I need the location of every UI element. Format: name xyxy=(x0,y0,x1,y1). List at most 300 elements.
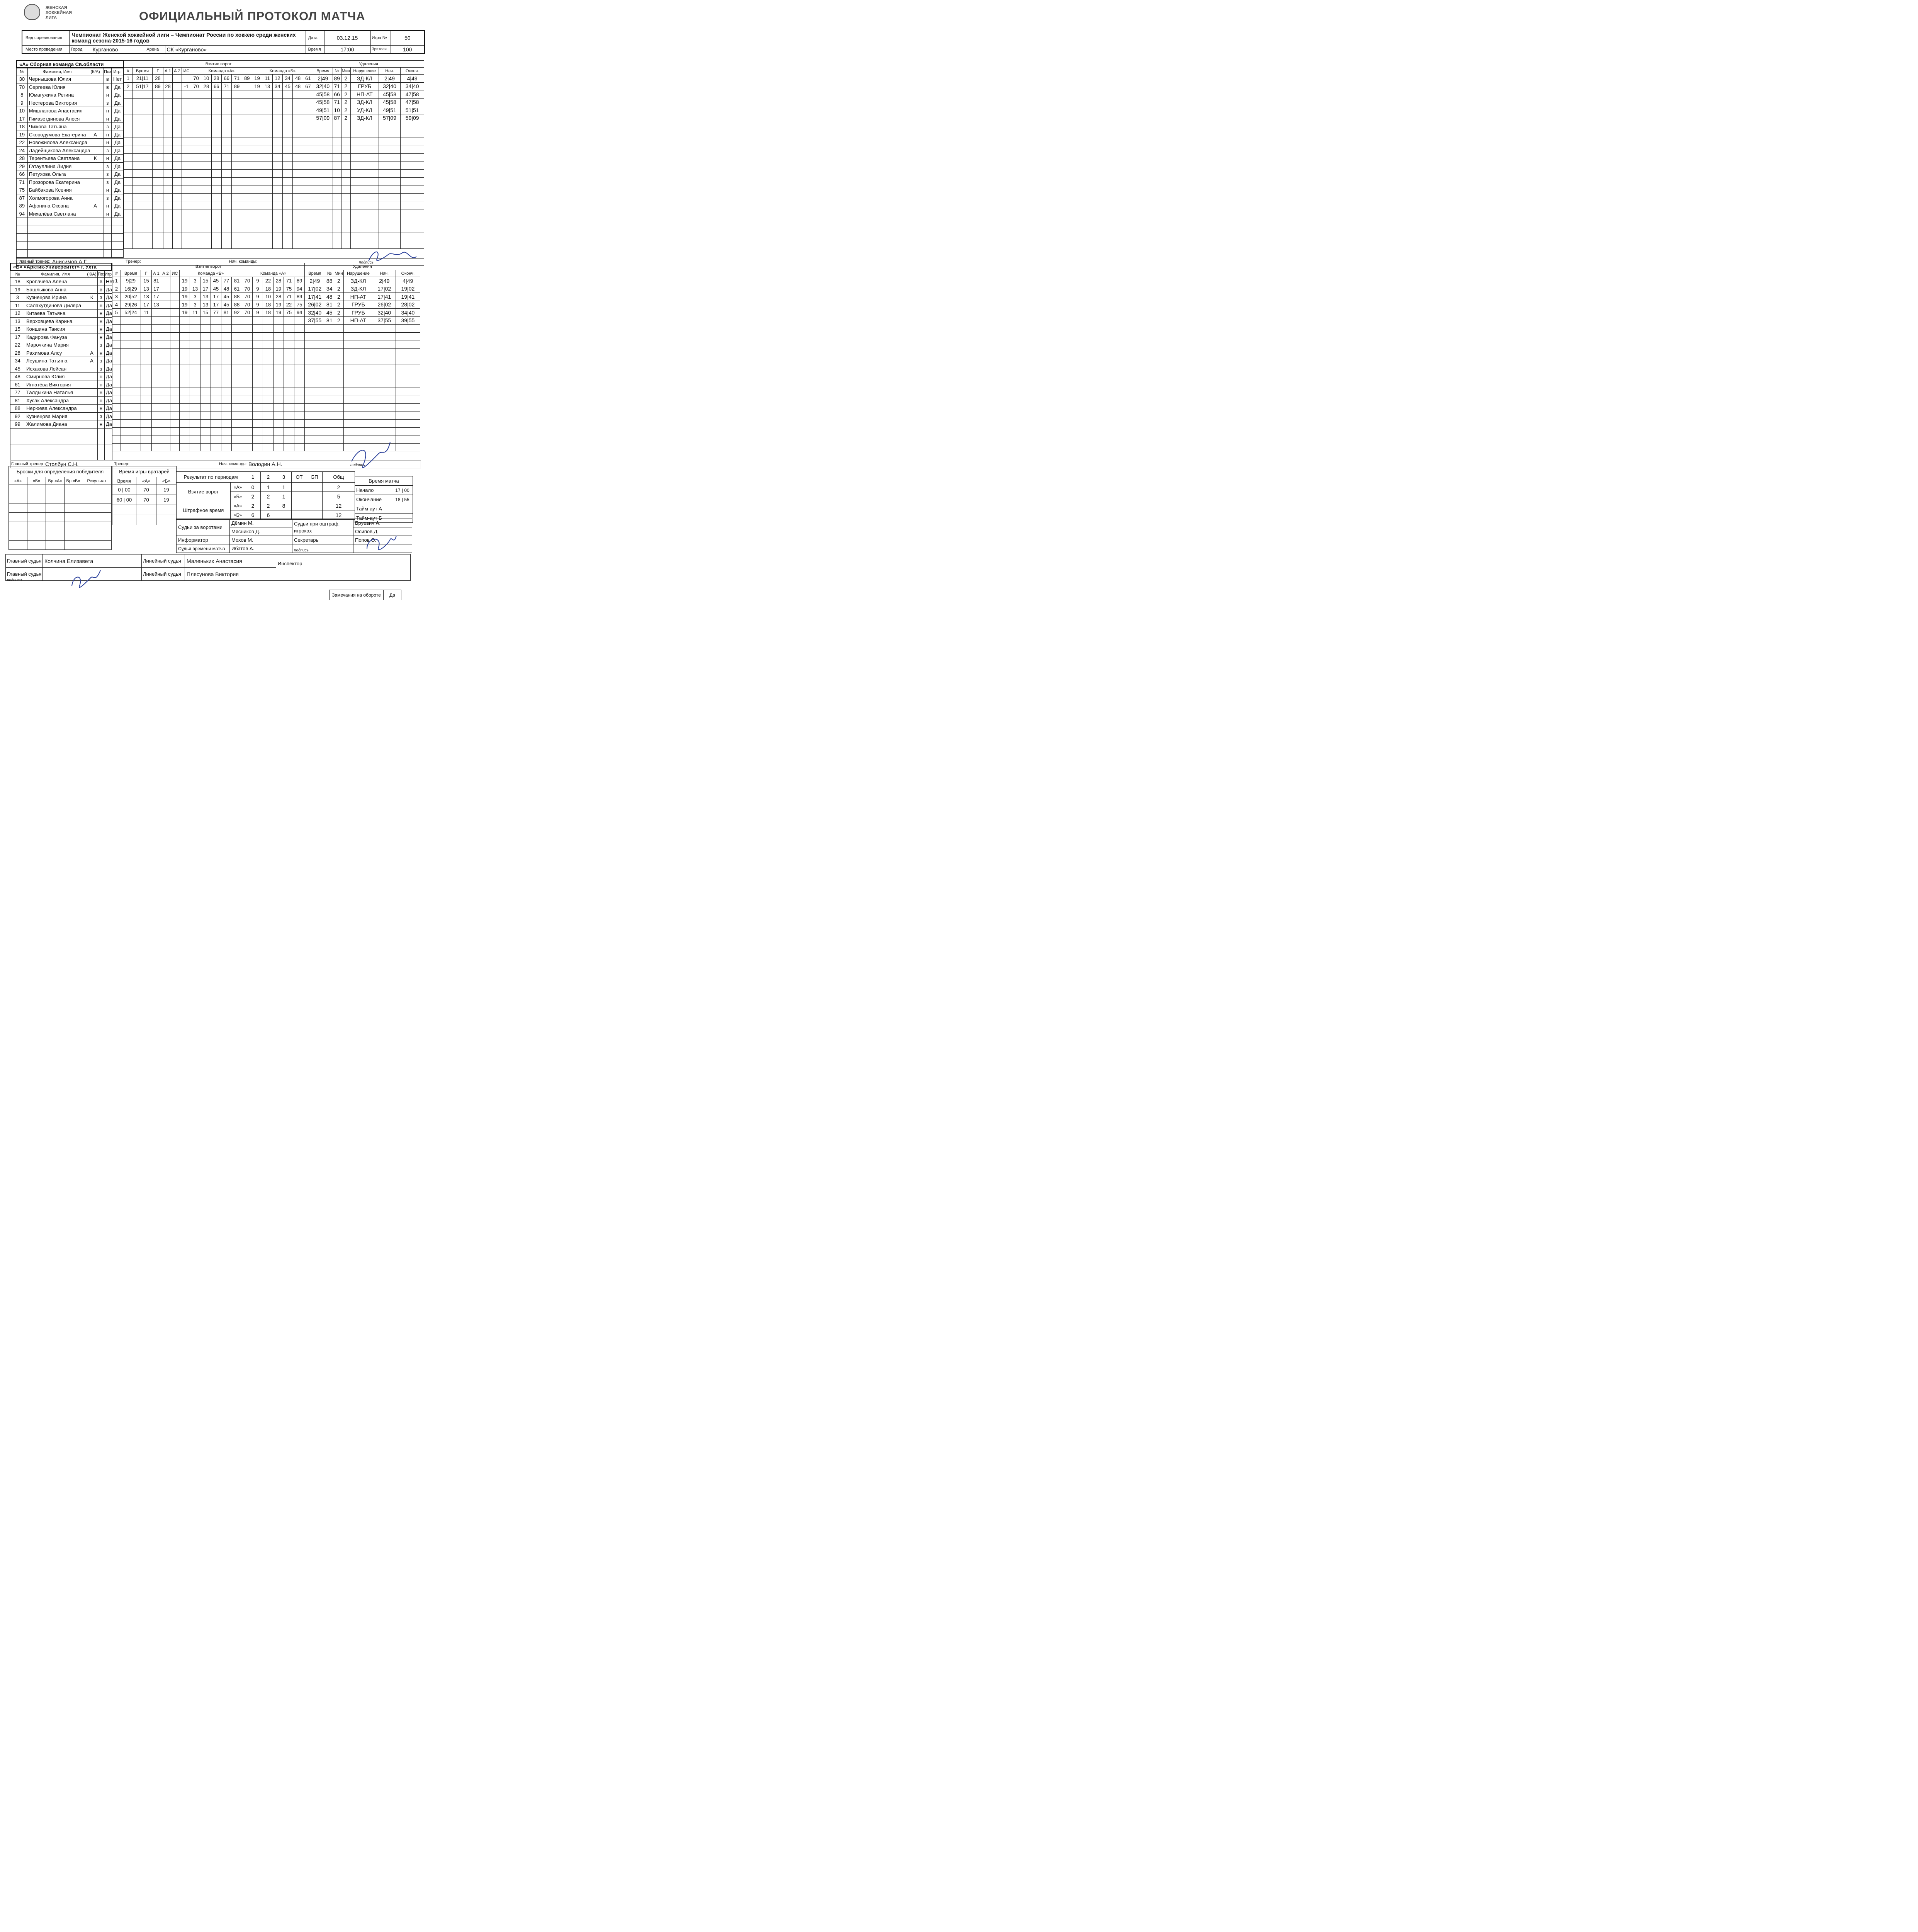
roster-row xyxy=(10,286,112,294)
goal-opp-player: 11 xyxy=(262,75,272,83)
penalty-min: 2 xyxy=(341,90,350,99)
goal-opp-player xyxy=(242,396,253,404)
penalty-t xyxy=(305,348,325,356)
goal-opp-player xyxy=(252,98,262,106)
player-no: 81 xyxy=(10,396,25,405)
period-col: ОТ xyxy=(292,472,307,483)
goal-own-player xyxy=(200,340,211,349)
goal-opp-player xyxy=(284,443,294,451)
penalty-inf xyxy=(344,420,373,428)
goal-opp-player xyxy=(294,316,305,325)
goal-opp-player xyxy=(272,106,282,114)
goal-t xyxy=(121,325,141,333)
penalty-e: 47|58 xyxy=(401,98,424,106)
goal-own-player xyxy=(232,209,242,217)
penalty-min xyxy=(334,348,343,356)
penalty-inf xyxy=(344,404,373,412)
penalty-s: 17|02 xyxy=(373,285,396,293)
goal-own-player xyxy=(200,435,211,444)
goal-row xyxy=(112,380,305,388)
goal-is xyxy=(170,325,180,333)
player-ka xyxy=(86,389,98,397)
goal-opp-player xyxy=(262,162,272,170)
goal-own-player xyxy=(221,316,232,325)
player-pl xyxy=(105,452,112,460)
goal-n: 3 xyxy=(112,293,121,301)
penalty-t xyxy=(305,364,325,372)
player-no: 19 xyxy=(17,131,28,139)
player-pl: Да xyxy=(112,186,124,194)
goal-t: 16|29 xyxy=(121,285,141,293)
goal-n xyxy=(112,388,121,396)
goal-own-player xyxy=(242,138,252,146)
player-pl: Да xyxy=(105,317,112,325)
goal-opp-player xyxy=(252,146,262,154)
player-name: Салахутдинова Диляра xyxy=(25,301,86,310)
goal-opp-player xyxy=(272,193,282,201)
goal-n xyxy=(124,106,133,114)
goal-own-player xyxy=(190,356,200,364)
goal-own-player xyxy=(211,348,221,356)
roster-col-name: Фамилия, Имя xyxy=(27,68,87,75)
roster-row xyxy=(10,444,112,452)
goal-own-player xyxy=(211,177,221,185)
player-pl: Да xyxy=(105,294,112,302)
goal-opp-player xyxy=(252,154,262,162)
goal-is xyxy=(182,193,191,201)
goal-opp-player xyxy=(293,130,303,138)
goal-own-player xyxy=(221,193,231,201)
penalty-e xyxy=(396,356,420,364)
player-no xyxy=(17,226,28,234)
penalty-e xyxy=(401,130,424,138)
player-no xyxy=(17,242,28,250)
goal-g xyxy=(153,154,163,162)
goal-own-player xyxy=(191,177,201,185)
player-ka xyxy=(86,310,98,318)
penalty-min xyxy=(334,443,343,451)
goal-own-player: 89 xyxy=(242,75,252,83)
goal-own-player: 77 xyxy=(221,277,232,285)
goal-own-player xyxy=(211,380,221,388)
penalty-inf xyxy=(350,170,379,178)
goal-n xyxy=(124,122,133,130)
goal-opp-player xyxy=(262,146,272,154)
penalty-row xyxy=(305,332,420,340)
player-name: Исхакова Лейсан xyxy=(25,365,86,373)
goal-row xyxy=(124,209,313,217)
goal-own-player xyxy=(211,233,221,241)
goal-own-player xyxy=(242,241,252,249)
penalty-no xyxy=(325,356,334,364)
player-name xyxy=(27,226,87,234)
goal-own-player xyxy=(221,348,232,356)
player-pos: з xyxy=(98,357,105,365)
penalty-min xyxy=(341,170,350,178)
goal-own-player xyxy=(191,225,201,233)
goal-own-player xyxy=(201,185,211,194)
goal-own-player xyxy=(232,185,242,194)
goal-opp-player: 18 xyxy=(263,309,274,317)
player-name xyxy=(25,428,86,436)
penalty-row xyxy=(305,340,420,349)
goal-t xyxy=(133,193,153,201)
goal-g xyxy=(141,404,152,412)
goal-own-player xyxy=(211,404,221,412)
goal-own-player xyxy=(232,380,242,388)
goal-a1 xyxy=(152,404,161,412)
period-col: 2 xyxy=(261,472,276,483)
goal-is xyxy=(182,75,191,83)
period-value xyxy=(292,492,307,501)
player-pos xyxy=(104,218,112,226)
goals-title: Взятие ворот xyxy=(124,61,313,68)
goal-opp-player xyxy=(262,106,272,114)
goal-opp-player xyxy=(263,356,274,364)
referee-signatures-label: подписи xyxy=(7,578,22,582)
penalty-t: 17|41 xyxy=(305,293,325,301)
penalty-e xyxy=(401,162,424,170)
goal-own-player xyxy=(242,146,252,154)
pen-col-pend: Оконч. xyxy=(396,270,420,277)
player-no: 99 xyxy=(10,420,25,429)
goal-is xyxy=(170,301,180,309)
period-team: «А» xyxy=(231,483,245,492)
footer-chief-label: Нач. команды: xyxy=(219,461,248,466)
player-pos: з xyxy=(98,365,105,373)
roster-row xyxy=(10,452,112,460)
goal-own-player xyxy=(221,90,231,99)
player-pl: Да xyxy=(112,123,124,131)
penalty-s: 57|09 xyxy=(379,114,401,122)
player-pl: Да xyxy=(105,420,112,429)
player-no xyxy=(10,452,25,460)
goal-own-player xyxy=(191,154,201,162)
goal-own-player xyxy=(232,356,242,364)
arena-label: Арена xyxy=(145,45,165,54)
goalie-time-cell: 70 xyxy=(136,485,156,495)
goal-own-player xyxy=(242,130,252,138)
player-pl: Да xyxy=(112,170,124,179)
player-pl: Да xyxy=(105,357,112,365)
goal-opp-player xyxy=(303,154,313,162)
penalty-s xyxy=(373,348,396,356)
penalty-e xyxy=(401,170,424,178)
penalty-judge-2: Осипов Д. xyxy=(353,527,412,536)
penalty-e xyxy=(401,146,424,154)
player-no: 88 xyxy=(10,405,25,413)
goal-own-player: 15 xyxy=(200,309,211,317)
player-ka xyxy=(86,365,98,373)
goal-own-player xyxy=(211,201,221,209)
goal-opp-player xyxy=(253,364,263,372)
roster-col-pl: Игр. xyxy=(105,271,112,278)
player-no: 17 xyxy=(10,333,25,341)
penalty-min xyxy=(341,233,350,241)
player-pos: н xyxy=(104,155,112,163)
goal-t xyxy=(133,233,153,241)
goal-opp-player xyxy=(262,90,272,99)
penalty-row xyxy=(313,177,424,185)
roster-row xyxy=(10,405,112,413)
penalty-e xyxy=(401,138,424,146)
player-pos: н xyxy=(98,405,105,413)
penalty-t xyxy=(313,225,333,233)
goal-opp-player xyxy=(284,348,294,356)
pen-col-pinf: Нарушение xyxy=(350,68,379,75)
goal-t xyxy=(133,162,153,170)
goal-t xyxy=(121,420,141,428)
roster-row xyxy=(17,162,124,170)
goal-own-player: 70 xyxy=(191,75,201,83)
goalie-time-col: «Б» xyxy=(156,477,177,485)
goal-g xyxy=(153,170,163,178)
match-time-table xyxy=(355,476,413,523)
goalie-time-col: «А» xyxy=(136,477,156,485)
player-name: Прозорова Екатерина xyxy=(27,178,87,186)
goal-own-player xyxy=(211,364,221,372)
goal-is: -1 xyxy=(182,82,191,90)
penalty-no xyxy=(333,138,341,146)
penalty-s xyxy=(379,122,401,130)
goal-opp-player xyxy=(263,372,274,380)
goal-a1 xyxy=(152,325,161,333)
player-ka xyxy=(87,218,104,226)
goal-opp-player: 61 xyxy=(303,75,313,83)
goal-is xyxy=(182,201,191,209)
player-no: 29 xyxy=(17,162,28,170)
goal-opp-player xyxy=(293,114,303,122)
goal-opp-player xyxy=(263,404,274,412)
goal-own-player: 61 xyxy=(232,285,242,293)
goal-a2 xyxy=(173,138,182,146)
goal-a1 xyxy=(163,170,173,178)
goal-opp-player xyxy=(282,138,292,146)
goal-own-player xyxy=(180,364,190,372)
penalty-row xyxy=(305,412,420,420)
goal-t xyxy=(121,348,141,356)
roster-col-ka: (К/А) xyxy=(86,271,98,278)
goal-t xyxy=(133,170,153,178)
player-pl: Да xyxy=(112,83,124,91)
goal-opp-player xyxy=(242,435,253,444)
goal-is xyxy=(182,98,191,106)
player-ka xyxy=(86,444,98,452)
player-pl xyxy=(112,242,124,250)
goal-opp-player xyxy=(262,122,272,130)
shootout-table xyxy=(8,466,112,550)
goal-g xyxy=(153,106,163,114)
goal-opp-player xyxy=(284,404,294,412)
team_a-penalties xyxy=(313,60,424,249)
notes-table xyxy=(329,590,401,600)
goal-opp-player xyxy=(272,241,282,249)
goal-opp-player: 45 xyxy=(282,82,292,90)
periods-table xyxy=(176,471,355,520)
goal-t xyxy=(121,364,141,372)
penalty-t: 57|09 xyxy=(313,114,333,122)
team_a-roster xyxy=(16,68,124,258)
penalty-s xyxy=(379,225,401,233)
player-pos: в xyxy=(104,75,112,83)
player-name xyxy=(27,218,87,226)
penalty-e xyxy=(401,225,424,233)
date: 03.12.15 xyxy=(324,31,370,45)
goal-a1 xyxy=(163,185,173,194)
penalty-row xyxy=(313,98,424,106)
goal-own-player xyxy=(221,122,231,130)
penalty-no xyxy=(325,325,334,333)
goal-t xyxy=(133,138,153,146)
goal-opp-player xyxy=(293,241,303,249)
player-no: 19 xyxy=(10,286,25,294)
player-name: Холмогорова Анна xyxy=(27,194,87,202)
goal-a2 xyxy=(173,225,182,233)
goal-t xyxy=(121,396,141,404)
goal-own-player xyxy=(190,396,200,404)
goal-n xyxy=(124,193,133,201)
goal-opp-player xyxy=(293,154,303,162)
penalty-t: 45|58 xyxy=(313,98,333,106)
goal-g xyxy=(141,364,152,372)
player-name xyxy=(27,242,87,250)
goal-a1 xyxy=(163,209,173,217)
goal-t xyxy=(121,427,141,435)
goal-opp-player xyxy=(242,356,253,364)
penalty-row xyxy=(313,130,424,138)
goal-own-player xyxy=(200,316,211,325)
goal-opp-player xyxy=(253,340,263,349)
goal-own-player xyxy=(232,325,242,333)
notes-label: Замечания на обороте xyxy=(330,590,384,600)
penalty-inf xyxy=(350,154,379,162)
period-value xyxy=(307,510,323,520)
goal-own-player xyxy=(191,185,201,194)
penalty-s xyxy=(373,404,396,412)
goals-col-g: Г xyxy=(141,270,152,277)
player-name xyxy=(27,234,87,242)
player-pos: з xyxy=(104,162,112,170)
goal-own-player: 15 xyxy=(200,277,211,285)
player-ka xyxy=(87,123,104,131)
goal-own-player xyxy=(190,340,200,349)
goal-opp-player xyxy=(294,364,305,372)
goal-is xyxy=(182,233,191,241)
referee-label-2: Главный судья xyxy=(6,568,43,581)
goal-own-player xyxy=(180,388,190,396)
penalty-no xyxy=(325,372,334,380)
goal-a2 xyxy=(173,193,182,201)
goals-title: Взятие ворот xyxy=(112,263,305,270)
goal-t xyxy=(121,340,141,349)
period-value xyxy=(292,483,307,492)
penalty-s xyxy=(379,201,401,209)
penalty-e xyxy=(401,233,424,241)
player-ka xyxy=(86,396,98,405)
goal-n: 4 xyxy=(112,301,121,309)
goal-a2 xyxy=(173,162,182,170)
penalty-s xyxy=(373,340,396,349)
goal-opp-player xyxy=(263,420,274,428)
goal-own-player xyxy=(221,404,232,412)
goal-n xyxy=(124,146,133,154)
goal-own-player xyxy=(221,162,231,170)
goal-row xyxy=(124,106,313,114)
goal-a1 xyxy=(163,154,173,162)
goal-a1 xyxy=(152,412,161,420)
goal-own-player xyxy=(221,209,231,217)
penalty-no xyxy=(333,122,341,130)
roster-row xyxy=(17,226,124,234)
player-pl: Да xyxy=(105,381,112,389)
player-no xyxy=(17,234,28,242)
team_a-goals xyxy=(124,60,313,249)
goal-a1: 17 xyxy=(152,293,161,301)
goal-row xyxy=(112,364,305,372)
goal-is xyxy=(182,209,191,217)
player-pl: Да xyxy=(105,286,112,294)
penalty-judges-label: Судьи при оштраф. игроках xyxy=(292,519,353,536)
penalty-e xyxy=(396,364,420,372)
period-row xyxy=(177,501,355,510)
roster-row xyxy=(17,83,124,91)
goal-opp-player xyxy=(284,332,294,340)
goal-own-player xyxy=(232,404,242,412)
goal-a1 xyxy=(152,356,161,364)
penalty-row xyxy=(305,316,420,325)
goal-own-player: 45 xyxy=(211,285,221,293)
goal-n xyxy=(124,170,133,178)
goal-row xyxy=(124,217,313,225)
goal-own-player xyxy=(221,356,232,364)
league-logo-icon xyxy=(24,4,40,20)
period-value: 1 xyxy=(276,492,292,501)
penalty-t: 49|51 xyxy=(313,106,333,114)
goal-opp-player xyxy=(274,348,284,356)
penalty-s xyxy=(379,233,401,241)
penalty-t: 26|02 xyxy=(305,301,325,309)
referee-1: Колчина Елизавета xyxy=(43,554,142,568)
goal-opp-player xyxy=(294,372,305,380)
goal-opp-player: 19 xyxy=(274,309,284,317)
goal-a1 xyxy=(163,201,173,209)
penalty-row xyxy=(313,114,424,122)
referees-table xyxy=(5,554,411,581)
goal-own-player: 48 xyxy=(221,285,232,293)
goal-opp-player xyxy=(293,162,303,170)
period-row-label: Взятие ворот xyxy=(177,483,231,501)
penalty-row xyxy=(313,193,424,201)
goal-own-player xyxy=(242,98,252,106)
goal-own-player: 77 xyxy=(211,309,221,317)
goal-g xyxy=(153,162,163,170)
goal-own-player xyxy=(201,170,211,178)
goals-col-a1: А 1 xyxy=(152,270,161,277)
player-name: Петухова Ольга xyxy=(27,170,87,179)
goal-own-player xyxy=(211,138,221,146)
penalty-t xyxy=(305,388,325,396)
goal-opp-player xyxy=(253,372,263,380)
goal-opp-player xyxy=(253,420,263,428)
goal-g: 13 xyxy=(141,293,152,301)
goal-own-player xyxy=(211,427,221,435)
goal-opp-player xyxy=(303,225,313,233)
goalie-time-table xyxy=(112,466,177,525)
penalty-t xyxy=(305,325,325,333)
player-name: Ладейщикова Александра xyxy=(27,146,87,155)
player-ka xyxy=(87,75,104,83)
goal-a2 xyxy=(161,356,170,364)
